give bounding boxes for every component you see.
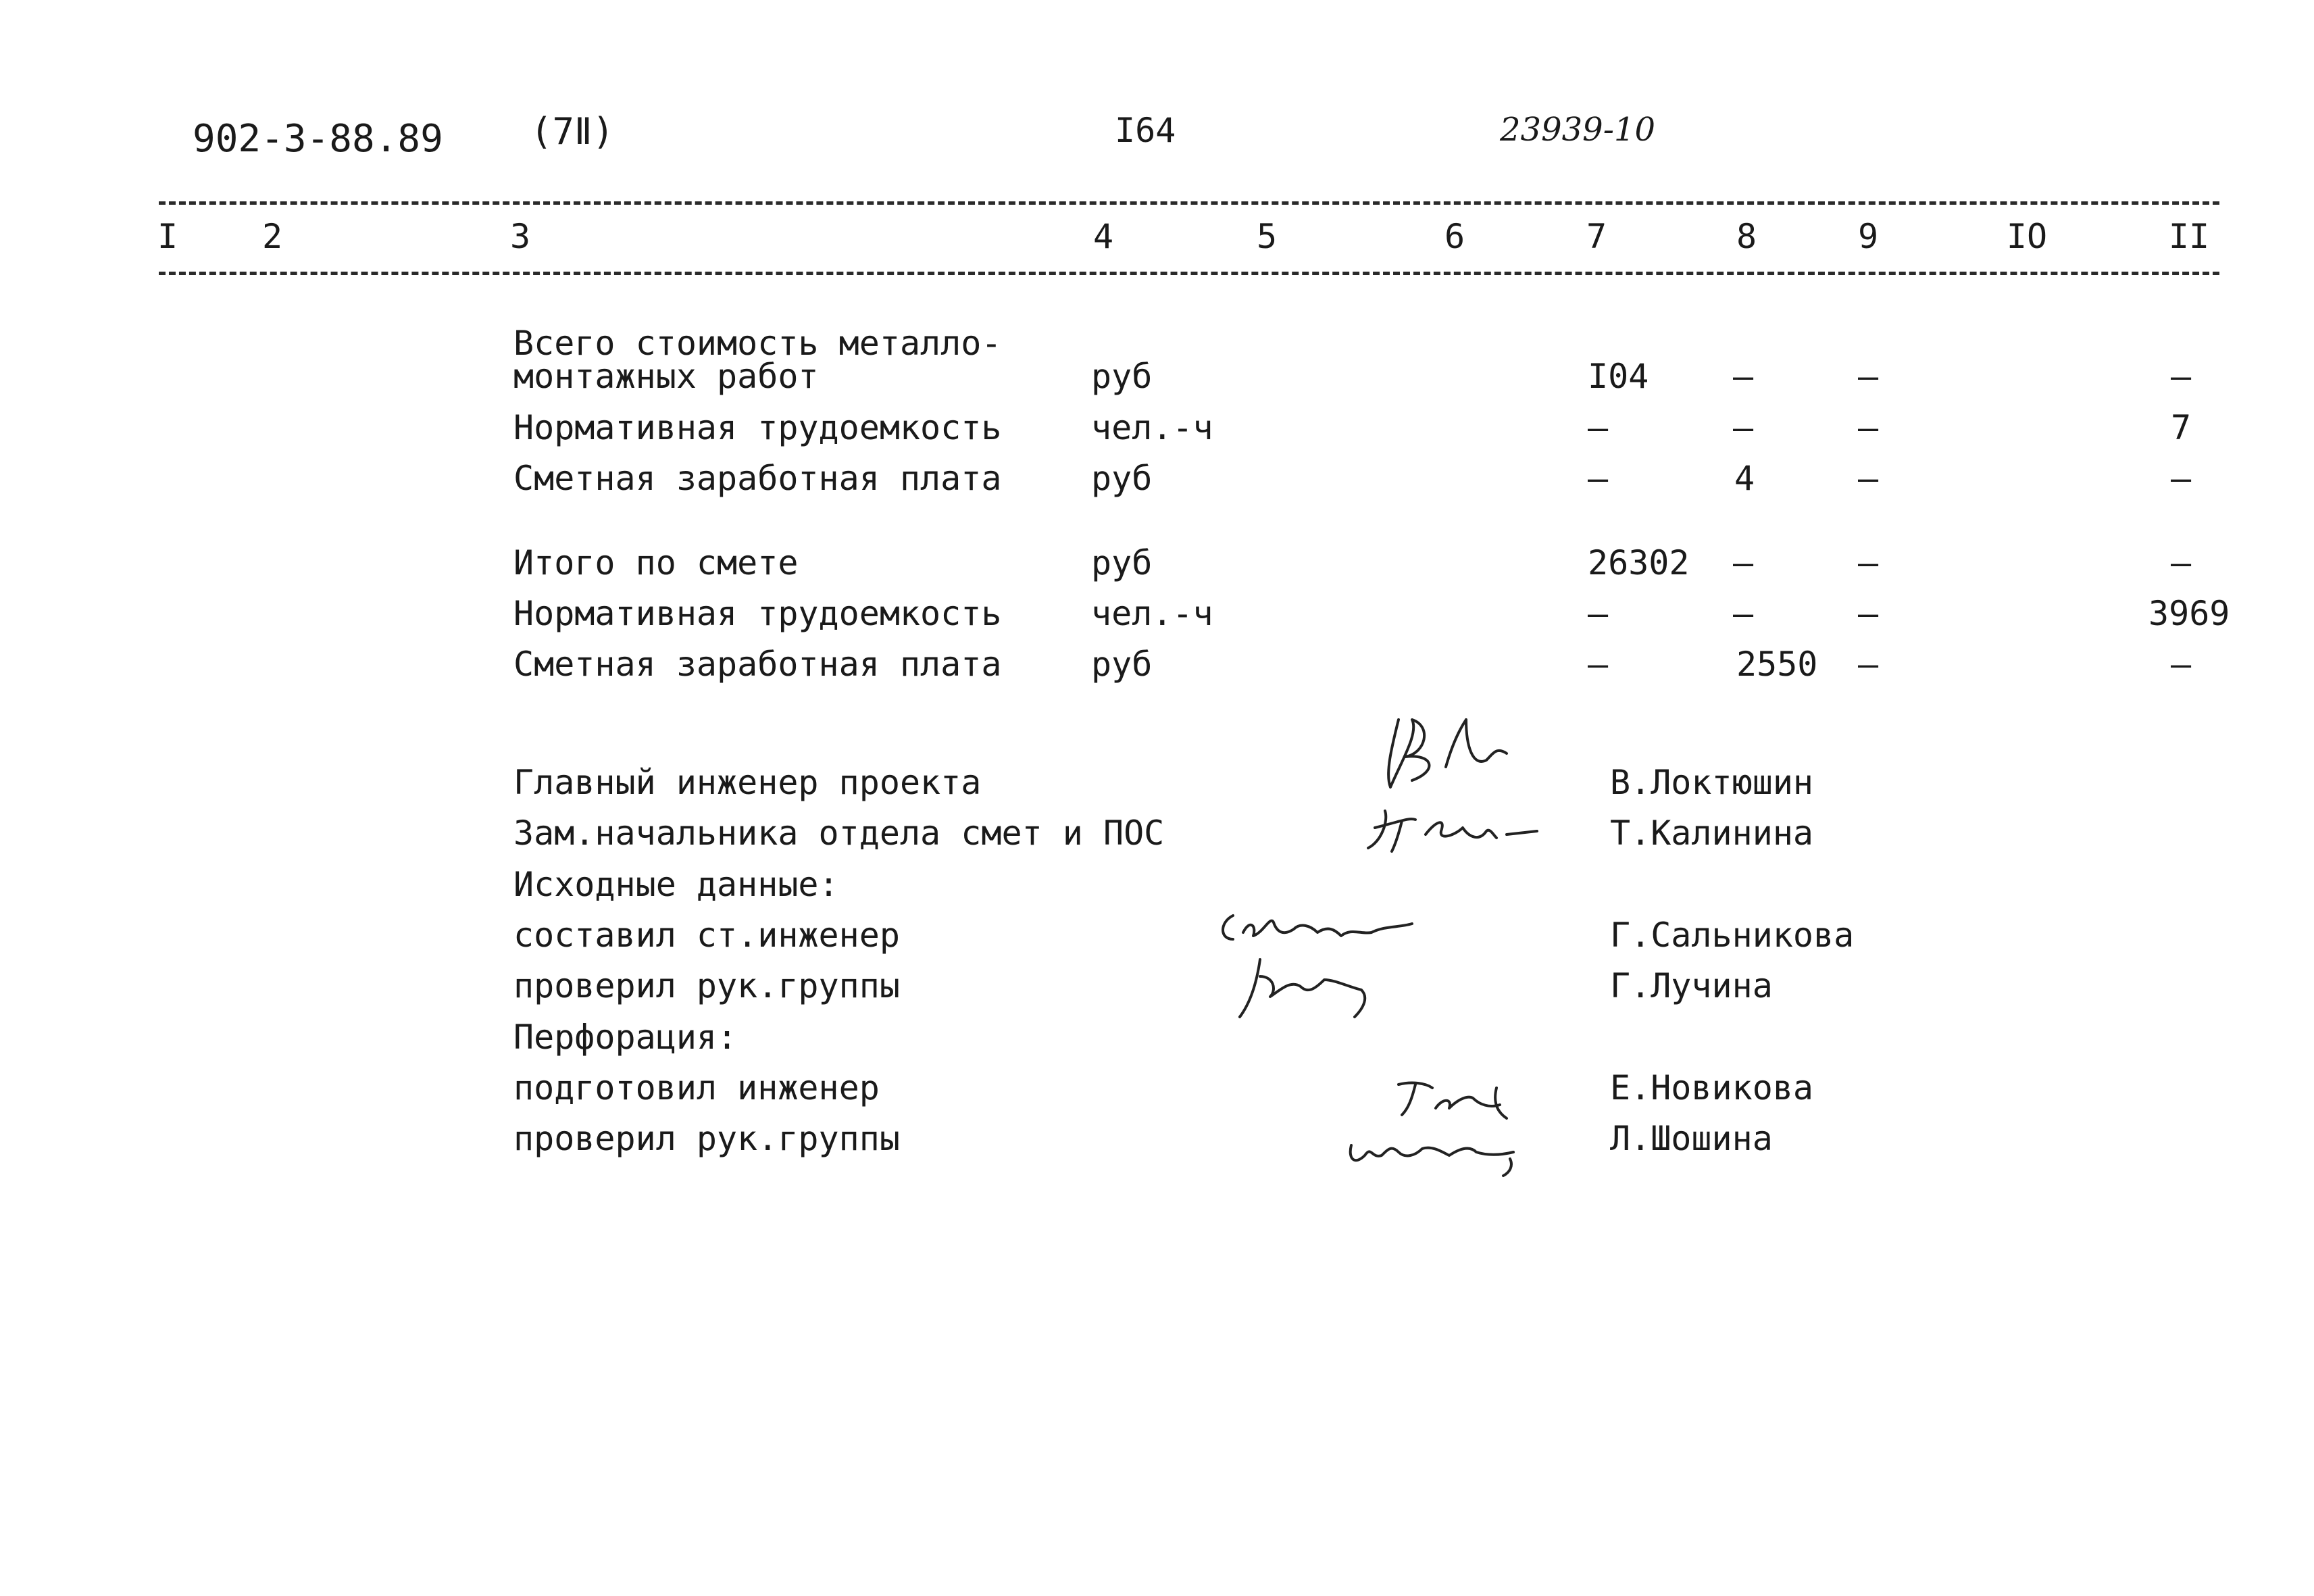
- signatory-name: Л.Шошина: [1610, 1119, 1773, 1158]
- unit-cell: руб: [1091, 645, 1153, 684]
- value-cell: –: [1588, 459, 1609, 498]
- column-number: 5: [1256, 217, 1278, 256]
- value-cell: –: [1588, 594, 1609, 633]
- signatory-name: Г.Сальникова: [1610, 916, 1855, 955]
- signatory-name: В.Локтюшин: [1610, 763, 1814, 802]
- value-cell: –: [2171, 459, 2192, 498]
- unit-cell: чел.-ч: [1091, 594, 1213, 633]
- signatory-role: проверил рук.группы: [513, 966, 900, 1005]
- bottom-dashed-rule: [159, 272, 2219, 275]
- section-heading: Исходные данные:: [513, 865, 839, 904]
- column-number: 4: [1092, 217, 1114, 256]
- page-number: I64: [1115, 111, 1176, 150]
- value-cell: –: [2171, 357, 2192, 396]
- signatory-role: проверил рук.группы: [513, 1119, 900, 1158]
- value-cell: –: [1858, 357, 1879, 396]
- album-number: (7Ⅱ): [530, 110, 615, 153]
- value-cell: –: [1733, 594, 1754, 633]
- value-cell: –: [1858, 408, 1879, 447]
- signatory-role: Зам.начальника отдела смет и ПОС: [513, 814, 1165, 853]
- handwritten-signature: [1233, 949, 1388, 1030]
- value-cell: –: [2171, 543, 2192, 582]
- column-number: II: [2168, 217, 2210, 256]
- handwritten-signature: [1341, 1118, 1524, 1179]
- signatory-name: Т.Калинина: [1610, 814, 1814, 853]
- column-number: 2: [261, 217, 283, 256]
- unit-cell: руб: [1091, 543, 1153, 582]
- row-label: Нормативная трудоемкость: [513, 408, 1002, 447]
- handwritten-signature: [1216, 902, 1426, 956]
- value-cell: 7: [2171, 408, 2192, 447]
- value-cell: –: [1733, 357, 1754, 396]
- row-label: Сметная заработная плата: [513, 645, 1002, 684]
- value-cell: –: [1588, 408, 1609, 447]
- unit-cell: руб: [1091, 459, 1153, 498]
- value-cell: –: [1733, 543, 1754, 582]
- section-heading: Перфорация:: [513, 1018, 738, 1057]
- column-number: 3: [509, 217, 531, 256]
- column-number: 8: [1736, 217, 1757, 256]
- row-label: Нормативная трудоемкость: [513, 594, 1002, 633]
- column-number: IO: [2006, 217, 2048, 256]
- value-cell: 2550: [1736, 645, 1818, 684]
- value-cell: –: [2171, 645, 2192, 684]
- row-label: Итого по смете: [513, 543, 799, 582]
- inventory-number: 23939-10: [1500, 111, 1655, 149]
- unit-cell: чел.-ч: [1091, 408, 1213, 447]
- signatory-role: подготовил инженер: [513, 1068, 880, 1107]
- handwritten-signature: [1361, 801, 1544, 862]
- signatory-name: Г.Лучина: [1610, 966, 1773, 1005]
- signatory-name: Е.Новикова: [1610, 1068, 1814, 1107]
- handwritten-signature: [1372, 706, 1527, 794]
- value-cell: 26302: [1588, 543, 1690, 582]
- row-label: Всего стоимость металло-: [513, 324, 1002, 363]
- column-number: 6: [1444, 217, 1465, 256]
- signatory-role: Главный инженер проекта: [513, 763, 982, 802]
- unit-cell: руб: [1091, 357, 1153, 396]
- column-number: 9: [1857, 217, 1879, 256]
- document-code: 902-3-88.89: [193, 117, 443, 161]
- top-dashed-rule: [159, 201, 2219, 205]
- row-label: Сметная заработная плата: [513, 459, 1002, 498]
- value-cell: –: [1588, 645, 1609, 684]
- handwritten-signature: [1385, 1071, 1520, 1125]
- value-cell: –: [1858, 459, 1879, 498]
- signatory-role: составил ст.инженер: [513, 916, 900, 955]
- value-cell: 3969: [2148, 594, 2230, 633]
- value-cell: 4: [1734, 459, 1755, 498]
- value-cell: –: [1858, 645, 1879, 684]
- column-number: I: [157, 217, 178, 256]
- value-cell: –: [1858, 543, 1879, 582]
- value-cell: –: [1858, 594, 1879, 633]
- value-cell: I04: [1588, 357, 1649, 396]
- column-number: 7: [1586, 217, 1607, 256]
- row-label: монтажных работ: [513, 357, 819, 396]
- value-cell: –: [1733, 408, 1754, 447]
